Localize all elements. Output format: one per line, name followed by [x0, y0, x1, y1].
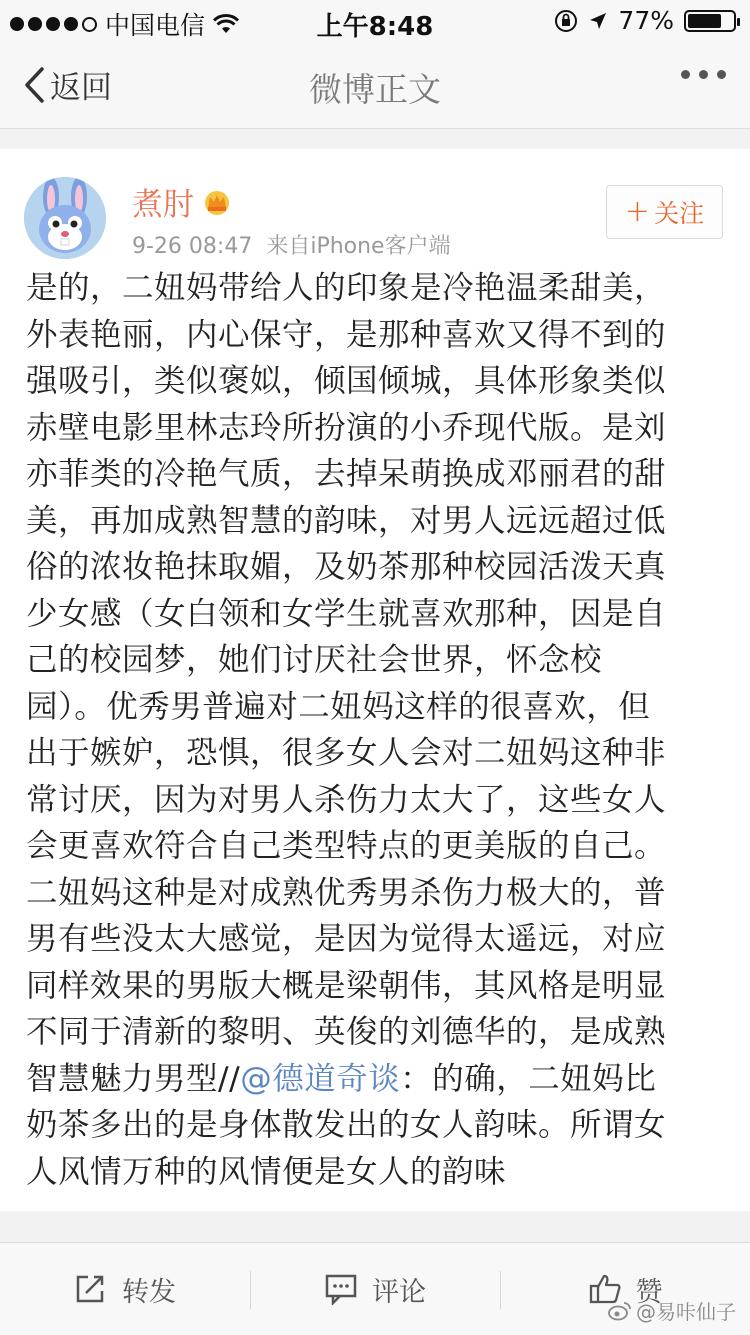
bunny-avatar-image	[24, 177, 106, 259]
content-line: 园）。优秀男普遍对二妞妈这样的很喜欢，但	[26, 688, 651, 725]
content-line: 不同于清新的黎明、英俊的刘德华的，是成熟	[26, 1014, 667, 1050]
content-line: 是的，二妞妈带给人的印象是冷艳温柔甜美，	[26, 270, 667, 306]
separator-strip	[0, 129, 750, 149]
content-line: 人风情万种的风情便是女人的韵味	[26, 1153, 507, 1190]
post-content	[26, 265, 716, 1195]
mention-line	[26, 1056, 716, 1103]
content-line: 外表艳丽，内心保守，是那种喜欢又得不到的	[26, 316, 667, 353]
battery-icon	[684, 10, 736, 32]
crown-vip-icon	[202, 188, 232, 216]
follow-button[interactable]	[606, 185, 723, 239]
content-lines-after	[26, 1102, 716, 1195]
content-line: 美，再加成熟智慧的韵味，对男人远远超过低	[26, 502, 667, 539]
content-line: 奶茶多出的是身体散发出的女人韵味。所谓女	[26, 1107, 667, 1143]
comment-button[interactable]	[250, 1243, 500, 1335]
post-meta	[132, 229, 451, 260]
content-line: 亦菲类的冷艳气质，去掉呆萌换成邓丽君的甜	[26, 456, 667, 492]
more-dots-icon[interactable]	[681, 70, 726, 79]
avatar[interactable]	[24, 177, 106, 259]
carrier-label: 中国电信	[105, 11, 206, 40]
mention-prefix: 智慧魅力男型//	[26, 1060, 241, 1097]
post-card	[0, 149, 750, 1211]
author-name[interactable]: 煮肘	[132, 187, 194, 223]
page-title: 微博正文	[309, 70, 441, 109]
follow-label: 关注	[654, 199, 705, 228]
status-bar	[0, 0, 750, 42]
location-arrow-icon	[588, 11, 608, 31]
comment-label: 评论	[372, 1276, 426, 1308]
content-line: 俗的浓妆艳抹取媚，及奶茶那种校园活泼天真	[26, 549, 667, 585]
action-bar	[0, 1242, 750, 1335]
content-lines-before	[26, 265, 716, 1056]
mention-link[interactable]: @德道奇谈	[240, 1060, 401, 1097]
comment-icon	[324, 1273, 358, 1305]
author-row	[132, 179, 232, 224]
content-line: 同样效果的男版大概是梁朝伟，其风格是明显	[26, 967, 667, 1004]
post-source: 来自iPhone客户端	[266, 234, 451, 259]
content-line: 己的校园梦，她们讨厌社会世界，怀念校	[26, 642, 603, 678]
like-label: 赞	[635, 1276, 663, 1308]
battery-fill	[688, 14, 721, 28]
content-line: 会更喜欢符合自己类型特点的更美版的自己。	[26, 828, 667, 864]
status-time: 上午8:48	[316, 12, 434, 42]
content-line: 二妞妈这种是对成熟优秀男杀伤力极大的，普	[26, 874, 667, 911]
repost-label: 转发	[122, 1276, 176, 1308]
back-label: 返回	[50, 70, 112, 106]
content-line: 出于嫉妒，恐惧，很多女人会对二妞妈这种非	[26, 735, 667, 771]
watermark	[608, 1296, 736, 1325]
content-line: 赤壁电影里林志玲所扮演的小乔现代版。是刘	[26, 409, 667, 446]
status-right	[554, 6, 736, 35]
content-line: 常讨厌，因为对男人杀伤力太大了，这些女人	[26, 781, 667, 818]
content-line: 男有些没太大感觉，是因为觉得太遥远，对应	[26, 921, 667, 957]
mention-suffix: ：的确，二妞妈比	[400, 1060, 657, 1097]
repost-icon	[74, 1273, 108, 1305]
content-line: 少女感（女白领和女学生就喜欢那种，因是自	[26, 595, 667, 632]
content-line: 强吸引，类似褒姒，倾国倾城，具体形象类似	[26, 363, 667, 399]
plus-icon: +	[624, 194, 651, 229]
weibo-logo-icon	[608, 1301, 632, 1321]
watermark-text: @易咔仙子	[636, 1300, 736, 1324]
battery-percent: 77%	[618, 6, 674, 35]
rotation-lock-icon	[554, 9, 578, 33]
repost-button[interactable]	[0, 1243, 250, 1335]
post-timestamp: 9-26 08:47	[132, 234, 253, 259]
nav-bar	[0, 42, 750, 129]
